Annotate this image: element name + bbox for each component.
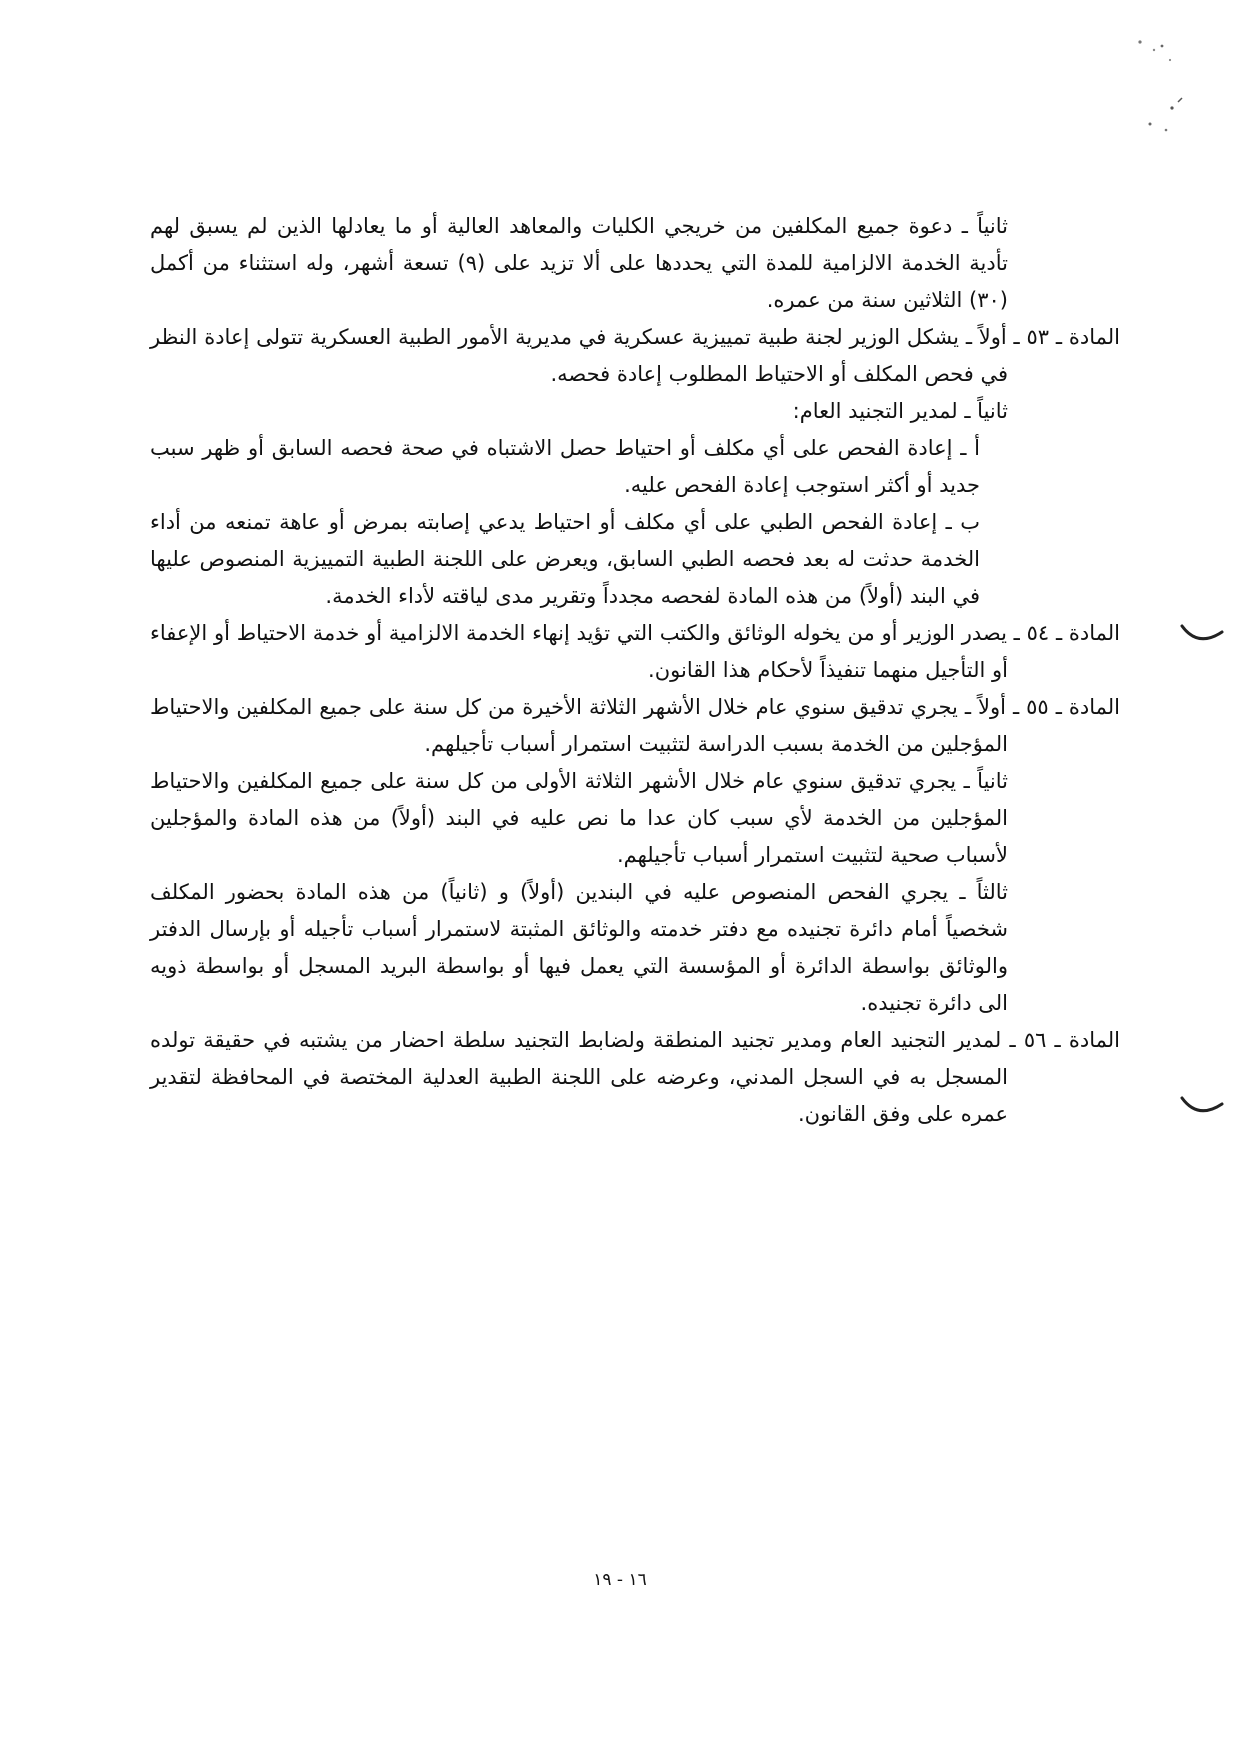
scan-specks-mark: [1100, 20, 1190, 140]
clause-second-paragraph: ثانياً ـ دعوة جميع المكلفين من خريجي الكليات والمعاهد العالية أو ما يعادلها الذين لم يسبق لهم تأدية الخدمة الالزامية للمدة التي يحددها على ألا تزيد على (٩) تسعة أشهر، وله استثناء من أكمل (٣٠) الثلاثين سنة من عمره.: [150, 214, 1008, 312]
binder-hole-mark: [1180, 618, 1240, 658]
clause-second-heading: ثانياً ـ لمدير التجنيد العام:: [792, 399, 1008, 423]
item-a-paragraph: أ ـ إعادة الفحص على أي مكلف أو احتياط حصل الاشتباه في صحة فحصه السابق أو ظهر سبب جديد أو أكثر استوجب إعادة الفحص عليه.: [150, 436, 980, 497]
legal-text-body: [150, 208, 1120, 1133]
binder-hole-mark: [1180, 1090, 1240, 1130]
article-55-clause-third: ثالثاً ـ يجري الفحص المنصوص عليه في البندين (أولاً) و (ثانياً) من هذه المادة بحضور المكلف شخصياً أمام دائرة تجنيده مع دفتر خدمته والوثائق المثبتة لاستمرار أسباب تأجيله أو بإرسال الدفتر والوثائق بواسطة الدائرة أو المؤسسة التي يعمل فيها أو بواسطة البريد المسجل أو بواسطة ذويه الى دائرة تجنيده.: [150, 880, 1008, 1015]
item-b-paragraph: ب ـ إعادة الفحص الطبي على أي مكلف أو احتياط يدعي إصابته بمرض أو عاهة تمنعه من أداء الخدمة حدثت له بعد فحصه الطبي السابق، ويعرض على اللجنة الطبية التمييزية المنصوص عليها في البند (أولاً) من هذه المادة لفحصه مجدداً وتقرير مدى لياقته لأداء الخدمة.: [150, 510, 980, 608]
article-54-paragraph: المادة ـ ٥٤ ـ يصدر الوزير أو من يخوله الوثائق والكتب التي تؤيد إنهاء الخدمة الالزامية أو خدمة الاحتياط أو الإعفاء أو التأجيل منهما تنفيذاً لأحكام هذا القانون.: [150, 621, 1120, 682]
article-53-paragraph: المادة ـ ٥٣ ـ أولاً ـ يشكل الوزير لجنة طبية تمييزية عسكرية في مديرية الأمور الطبية العسكرية تتولى إعادة النظر في فحص المكلف أو الاحتياط المطلوب إعادة فحصه.: [150, 325, 1120, 386]
article-56-paragraph: المادة ـ ٥٦ ـ لمدير التجنيد العام ومدير تجنيد المنطقة ولضابط التجنيد سلطة احضار من يشتبه في حقيقة تولده المسجل به في السجل المدني، وعرضه على اللجنة الطبية العدلية المختصة في المحافظة لتقدير عمره على وفق القانون.: [150, 1028, 1120, 1126]
article-55-clause-second: ثانياً ـ يجري تدقيق سنوي عام خلال الأشهر الثلاثة الأولى من كل سنة على جميع المكلفين والاحتياط المؤجلين من الخدمة لأي سبب كان عدا ما نص عليه في البند (أولاً) من هذه المادة والمؤجلين لأسباب صحية لتثبيت استمرار أسباب تأجيلهم.: [150, 769, 1008, 867]
article-55-paragraph: المادة ـ ٥٥ ـ أولاً ـ يجري تدقيق سنوي عام خلال الأشهر الثلاثة الأخيرة من كل سنة على جميع المكلفين والاحتياط المؤجلين من الخدمة بسبب الدراسة لتثبيت استمرار أسباب تأجيلهم.: [150, 695, 1120, 756]
page-number: ١٦ - ١٩: [593, 1570, 647, 1590]
